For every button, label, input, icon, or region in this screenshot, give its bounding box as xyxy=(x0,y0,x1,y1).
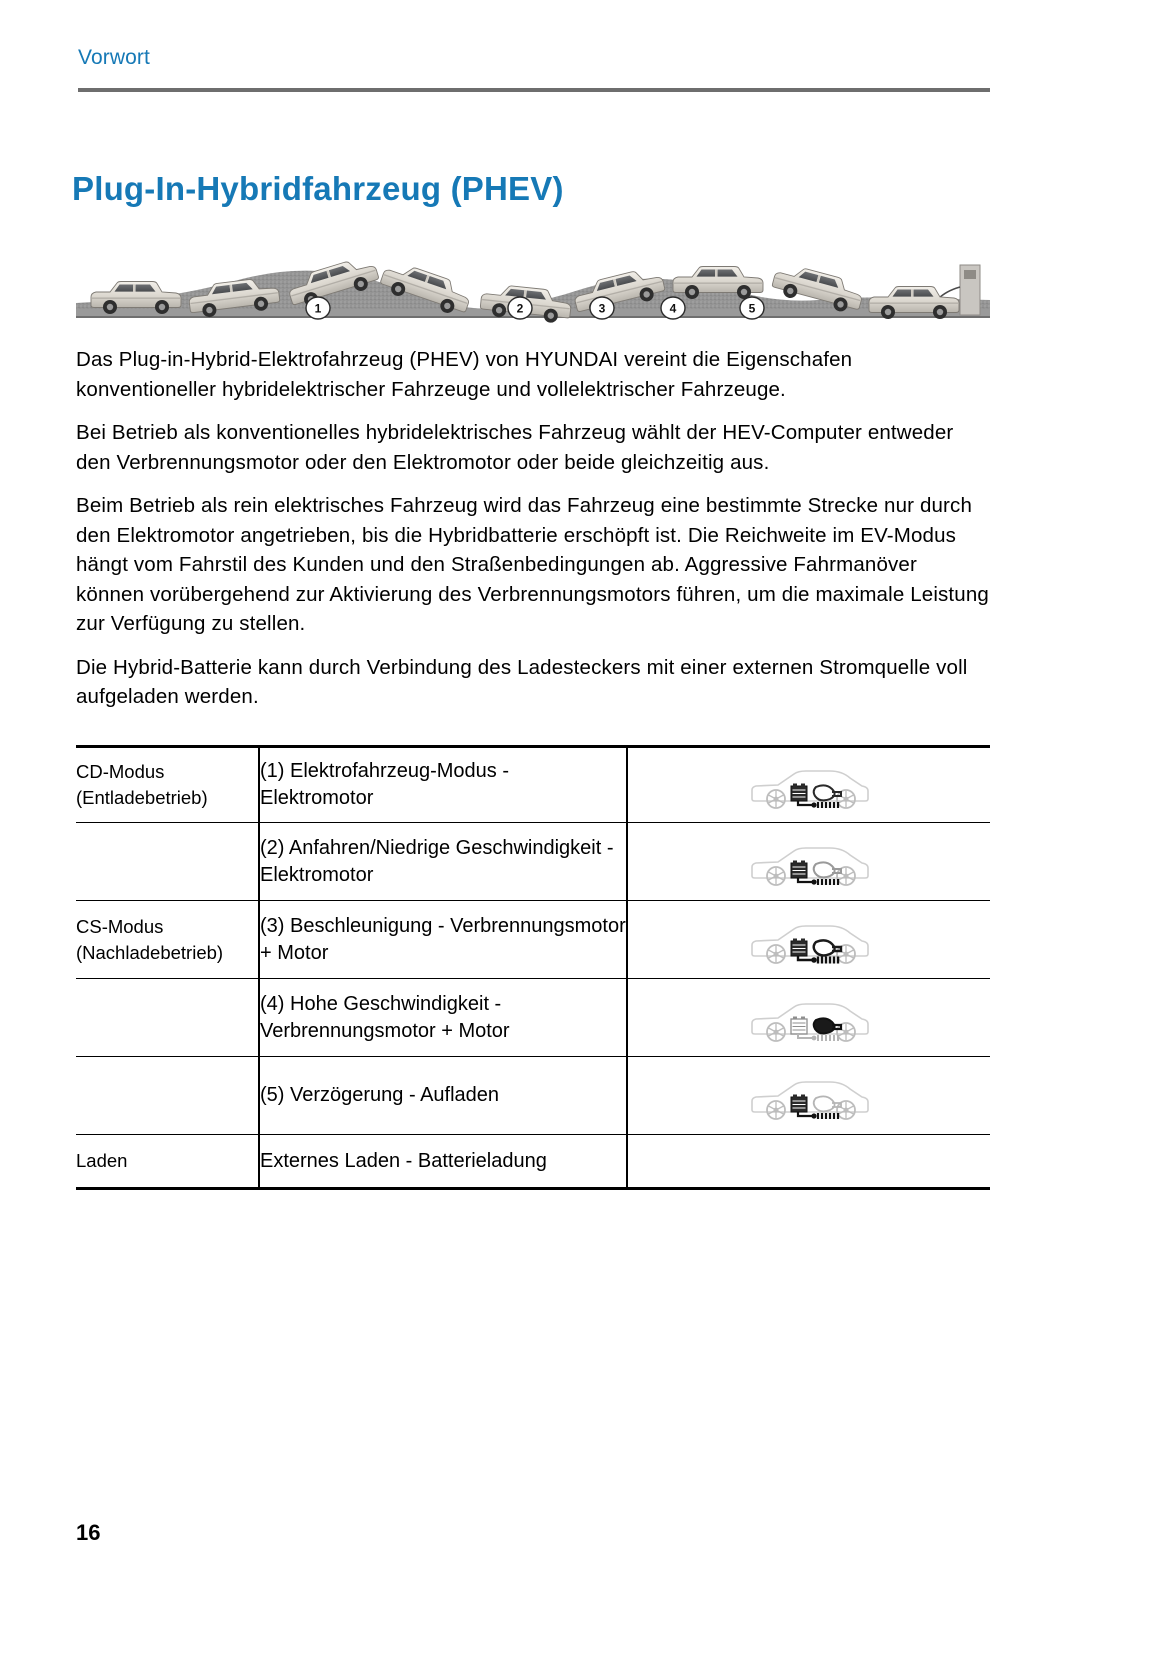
table-row xyxy=(76,1057,990,1135)
paragraph-intro: Das Plug-in-Hybrid-Elektrofahrzeug (PHEV) von HYUNDAI vereint die Eigenschafen konventioneller hybridelektrischer Fahrzeuge und vollelektrischer Fahrzeuge. xyxy=(76,348,853,401)
mode-description: (2) Anfahren/Niedrige Geschwindigkeit - Elektromotor xyxy=(259,823,627,901)
mode-icon-cell xyxy=(627,823,990,901)
paragraph-hev-operation: Bei Betrieb als konventionelles hybridelektrisches Fahrzeug wählt der HEV-Computer entweder den Verbrennungsmotor oder den Elektromotor oder beide gleichzeitig aus. xyxy=(76,421,954,474)
drive-modes-table xyxy=(76,745,990,1190)
car-regen-charging-icon xyxy=(734,1070,884,1122)
car-engine-icon xyxy=(734,992,884,1044)
mode-label-line1: CS-Modus xyxy=(76,915,164,937)
mode-description: Externes Laden - Batterieladung xyxy=(259,1135,627,1189)
mode-label-line2: (Entladebetrieb) xyxy=(76,787,208,808)
mode-description: (1) Elektrofahrzeug-Modus - Elektromotor xyxy=(259,747,627,823)
mode-icon-cell xyxy=(627,901,990,979)
car-battery-emotor-icon xyxy=(734,759,884,811)
mode-icon-cell xyxy=(627,747,990,823)
mode-cell-empty-b xyxy=(76,979,259,1057)
table-row xyxy=(76,979,990,1057)
mode-cell-empty-c xyxy=(76,1057,259,1135)
mode-cell-laden xyxy=(76,1135,259,1189)
page-number: 16 xyxy=(76,1520,101,1545)
mode-icon-cell xyxy=(627,979,990,1057)
table-row xyxy=(76,823,990,901)
table-row xyxy=(76,747,990,823)
mode-cell-cd xyxy=(76,747,259,823)
table-row xyxy=(76,901,990,979)
paragraph-charging: Die Hybrid-Batterie kann durch Verbindung des Ladesteckers mit einer externen Stromquelle voll aufgeladen werden. xyxy=(76,655,968,708)
svg-text:3: 3 xyxy=(598,301,606,316)
paragraph-ev-operation: Beim Betrieb als rein elektrisches Fahrzeug wird das Fahrzeug eine bestimmte Strecke nur durch den Elektromotor angetrieben, bis die Hybridbatterie erschöpft ist. Die Reichweite im EV-Modus hängt vom Fahrstil des Kunden und den Straßenbedingungen ab. Aggressive Fahrmanöver können vorübergehend zur Aktivierung des Verbrennungsmotors führen, um die maximale Leistung zur Verfügung zu stellen. xyxy=(76,494,989,635)
mode-description: (3) Beschleunigung - Verbrennungsmotor + Motor xyxy=(259,901,627,979)
mode-cell-empty-a xyxy=(76,823,259,901)
svg-text:1: 1 xyxy=(314,301,322,316)
mode-label-line1: Laden xyxy=(76,1150,128,1171)
section-header-label: Vorwort xyxy=(78,46,150,69)
mode-label-line1: CD-Modus xyxy=(76,761,165,782)
mode-icon-cell xyxy=(627,1057,990,1135)
svg-text:4: 4 xyxy=(669,301,677,316)
svg-text:2: 2 xyxy=(516,301,524,316)
page-title: Plug-In-Hybridfahrzeug (PHEV) xyxy=(72,170,564,208)
car-battery-engine-motor-icon xyxy=(734,914,884,966)
header-divider-rule xyxy=(78,88,990,92)
phev-driving-cycle-illustration xyxy=(76,245,990,327)
car-battery-emotor-icon xyxy=(734,836,884,888)
mode-label-line2: (Nachladebetrieb) xyxy=(76,941,224,963)
mode-cell-cs xyxy=(76,901,259,979)
svg-text:5: 5 xyxy=(748,301,756,316)
mode-description: (4) Hohe Geschwindigkeit - Verbrennungsmotor + Motor xyxy=(259,979,627,1057)
mode-description: (5) Verzögerung - Aufladen xyxy=(259,1057,627,1135)
body-text-block xyxy=(76,345,990,726)
table-row xyxy=(76,1135,990,1189)
mode-icon-cell-empty xyxy=(627,1135,990,1189)
